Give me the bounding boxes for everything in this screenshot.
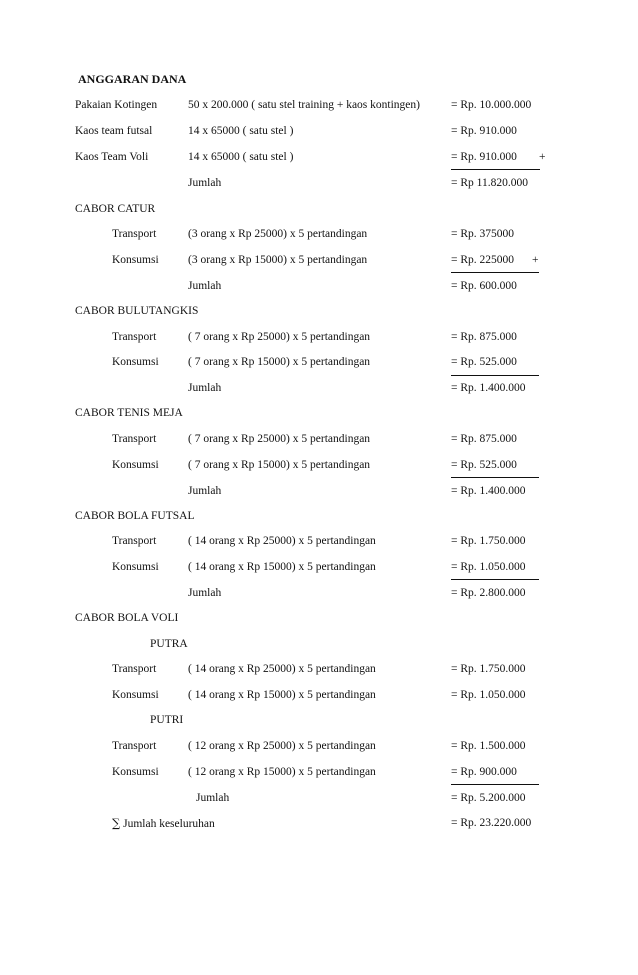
- budget-row: [0, 329, 638, 345]
- sigma-symbol: ∑: [112, 816, 121, 830]
- item-description: ( 7 orang x Rp 25000) x 5 pertandingan: [188, 331, 371, 343]
- subsection-title: [0, 636, 638, 652]
- plus-sign: +: [532, 254, 539, 266]
- subsection-putra: PUTRA: [150, 638, 188, 650]
- item-description: ( 12 orang x Rp 15000) x 5 pertandingan: [188, 766, 376, 778]
- subsection-title: [0, 712, 638, 728]
- subtotal-amount: = Rp 11.820.000: [451, 177, 528, 189]
- item-amount: = Rp. 875.000: [451, 433, 517, 445]
- item-description: ( 14 orang x Rp 25000) x 5 pertandingan: [188, 535, 376, 547]
- budget-row: [0, 354, 638, 370]
- section-title-label: CABOR CATUR: [75, 203, 156, 215]
- subtotal-amount: = Rp. 600.000: [451, 280, 517, 292]
- subtotal-label: Jumlah: [188, 587, 222, 599]
- section-title-label: CABOR BOLA FUTSAL: [75, 510, 195, 522]
- subtotal-row: [0, 380, 638, 396]
- item-description: ( 7 orang x Rp 15000) x 5 pertandingan: [188, 459, 371, 471]
- item-amount: = Rp. 900.000: [451, 766, 517, 778]
- sum-rule: [451, 579, 539, 580]
- item-amount: = Rp. 1.050.000: [451, 689, 526, 701]
- item-label: Konsumsi: [112, 561, 159, 573]
- item-amount: = Rp. 910.000: [451, 151, 517, 163]
- item-description: (3 orang x Rp 25000) x 5 pertandingan: [188, 228, 368, 240]
- subtotal-row: [0, 175, 638, 191]
- sum-rule: [451, 375, 539, 376]
- item-description: ( 7 orang x Rp 25000) x 5 pertandingan: [188, 433, 371, 445]
- item-label: Transport: [112, 535, 157, 547]
- budget-row: [0, 457, 638, 473]
- sum-rule: [451, 477, 539, 478]
- budget-row: [0, 252, 638, 268]
- item-label: Konsumsi: [112, 459, 159, 471]
- budget-row: [0, 533, 638, 549]
- grand-total-row: [0, 815, 638, 831]
- budget-row: [0, 764, 638, 780]
- budget-row: [0, 226, 638, 242]
- budget-row: [0, 431, 638, 447]
- subtotal-amount: = Rp. 2.800.000: [451, 587, 526, 599]
- subtotal-label: Jumlah: [196, 792, 230, 804]
- section-title: [0, 405, 638, 421]
- item-amount: = Rp. 525.000: [451, 459, 517, 471]
- budget-row: [0, 738, 638, 754]
- section-title: [0, 201, 638, 217]
- item-label: Kaos team futsal: [75, 125, 153, 137]
- subtotal-row: [0, 278, 638, 294]
- item-description: 50 x 200.000 ( satu stel training + kaos kontingen): [188, 99, 420, 111]
- item-label: Transport: [112, 740, 157, 752]
- sum-rule: [451, 784, 539, 785]
- subtotal-amount: = Rp. 1.400.000: [451, 382, 526, 394]
- item-description: ( 14 orang x Rp 15000) x 5 pertandingan: [188, 689, 376, 701]
- section-title: [0, 610, 638, 626]
- budget-row: [0, 559, 638, 575]
- item-label: Transport: [112, 331, 157, 343]
- section-title-label: CABOR BULUTANGKIS: [75, 305, 199, 317]
- grand-total-label: [112, 815, 215, 832]
- subtotal-label: Jumlah: [188, 485, 222, 497]
- subtotal-amount: = Rp. 5.200.000: [451, 792, 526, 804]
- item-amount: = Rp. 910.000: [451, 125, 517, 137]
- item-amount: = Rp. 875.000: [451, 331, 517, 343]
- item-description: 14 x 65000 ( satu stel ): [188, 125, 294, 137]
- document-heading: ANGGARAN DANA: [78, 72, 187, 86]
- grand-total-text: Jumlah keseluruhan: [123, 818, 215, 830]
- item-amount: = Rp. 1.500.000: [451, 740, 526, 752]
- subtotal-amount: = Rp. 1.400.000: [451, 485, 526, 497]
- item-label: Pakaian Kotingen: [75, 99, 158, 111]
- item-description: ( 7 orang x Rp 15000) x 5 pertandingan: [188, 356, 371, 368]
- item-description: 14 x 65000 ( satu stel ): [188, 151, 294, 163]
- item-description: (3 orang x Rp 15000) x 5 pertandingan: [188, 254, 368, 266]
- section-title-label: CABOR TENIS MEJA: [75, 407, 183, 419]
- budget-row: [0, 97, 638, 113]
- budget-row: [0, 123, 638, 139]
- plus-sign: +: [539, 151, 546, 163]
- item-amount: = Rp. 225000: [451, 254, 515, 266]
- item-amount: = Rp. 1.050.000: [451, 561, 526, 573]
- subsection-putri: PUTRI: [150, 714, 184, 726]
- budget-row: [0, 149, 638, 165]
- sum-rule: [451, 169, 540, 170]
- subtotal-row: [0, 483, 638, 499]
- section-title-label: CABOR BOLA VOLI: [75, 612, 179, 624]
- item-label: Kaos Team Voli: [75, 151, 149, 163]
- subtotal-label: Jumlah: [188, 382, 222, 394]
- item-label: Transport: [112, 433, 157, 445]
- item-label: Konsumsi: [112, 689, 159, 701]
- section-title: [0, 508, 638, 524]
- grand-total-amount: = Rp. 23.220.000: [451, 817, 532, 829]
- item-description: ( 14 orang x Rp 15000) x 5 pertandingan: [188, 561, 376, 573]
- item-amount: = Rp. 525.000: [451, 356, 517, 368]
- subtotal-row: [0, 790, 638, 806]
- item-description: ( 14 orang x Rp 25000) x 5 pertandingan: [188, 663, 376, 675]
- sum-rule: [451, 272, 539, 273]
- section-title: [0, 303, 638, 319]
- item-amount: = Rp. 1.750.000: [451, 535, 526, 547]
- subtotal-row: [0, 585, 638, 601]
- item-label: Konsumsi: [112, 766, 159, 778]
- item-amount: = Rp. 10.000.000: [451, 99, 532, 111]
- budget-row: [0, 687, 638, 703]
- item-amount: = Rp. 375000: [451, 228, 515, 240]
- item-amount: = Rp. 1.750.000: [451, 663, 526, 675]
- item-description: ( 12 orang x Rp 25000) x 5 pertandingan: [188, 740, 376, 752]
- subtotal-label: Jumlah: [188, 280, 222, 292]
- item-label: Transport: [112, 228, 157, 240]
- subtotal-label: Jumlah: [188, 177, 222, 189]
- item-label: Konsumsi: [112, 254, 159, 266]
- item-label: Konsumsi: [112, 356, 159, 368]
- item-label: Transport: [112, 663, 157, 675]
- budget-row: [0, 661, 638, 677]
